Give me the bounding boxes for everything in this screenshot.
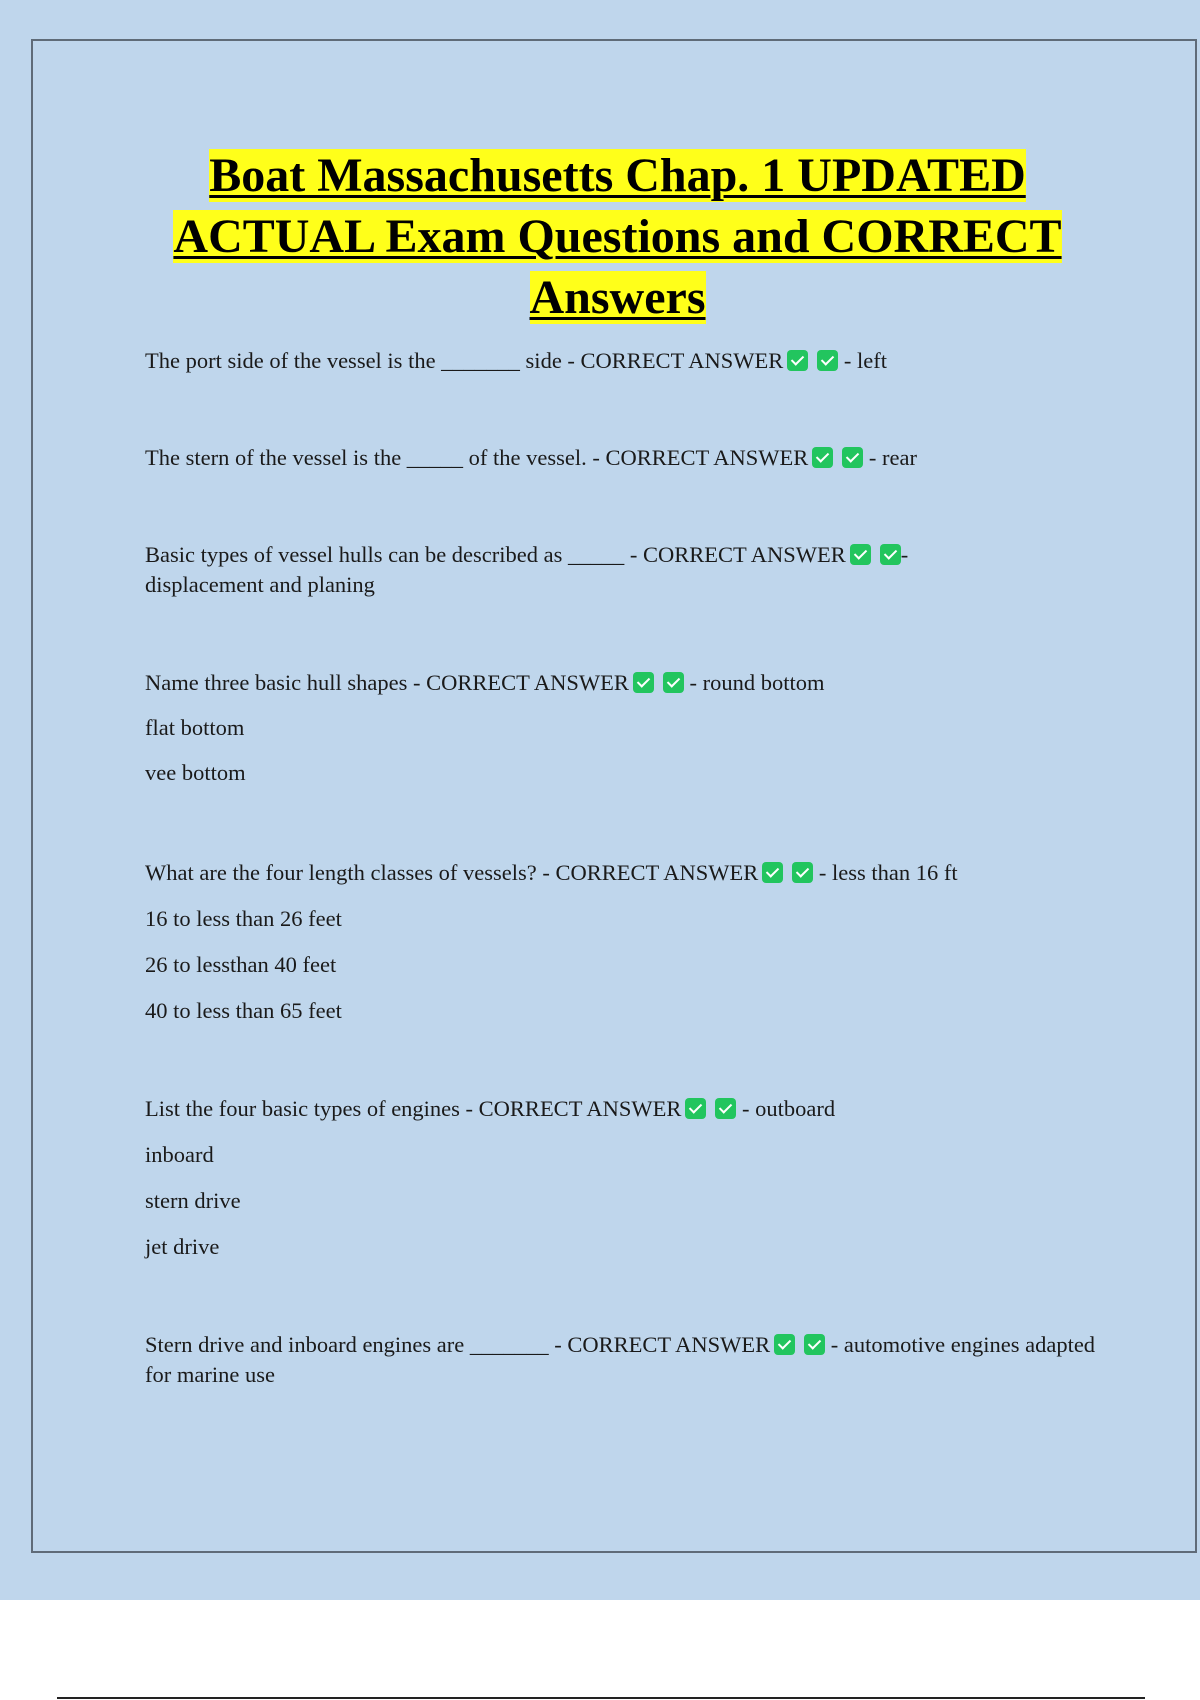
check-icon	[663, 672, 684, 693]
answer-text: - round bottom	[689, 670, 825, 695]
answer-extra-line: jet drive	[145, 1234, 220, 1259]
answer-extra-line: stern drive	[145, 1188, 241, 1213]
question-text: What are the four length classes of vessels? -	[145, 860, 550, 885]
answer-text: - rear	[868, 445, 917, 470]
question-line	[145, 540, 985, 600]
answer-extra-line: 16 to less than 26 feet	[145, 906, 342, 931]
check-icon	[812, 447, 833, 468]
check-icon	[817, 350, 838, 371]
answer-text: - less than 16 ft	[818, 860, 958, 885]
qa-item-1	[145, 346, 1105, 376]
answer-marker: CORRECT ANSWER	[426, 670, 629, 695]
title-line-3: Answers	[529, 271, 706, 324]
answer-marker: CORRECT ANSWER	[567, 1332, 771, 1357]
qa-item-3	[145, 540, 985, 600]
qa-item-4	[145, 668, 1105, 788]
answer-text: - automotive engines adapted for marine use	[145, 1332, 1096, 1387]
check-icon	[774, 1334, 795, 1355]
answer-text: - outboard	[742, 1096, 836, 1121]
answer-extra-line: inboard	[145, 1142, 214, 1167]
answer-extra-line: 26 to lessthan 40 feet	[145, 952, 337, 977]
question-line	[145, 346, 1105, 376]
check-icon	[804, 1334, 825, 1355]
check-icon	[842, 447, 863, 468]
question-line	[145, 1094, 1105, 1124]
question-text: The stern of the vessel is the _____ of the vessel. -	[145, 445, 600, 470]
qa-item-2	[145, 443, 1105, 473]
answer-extra-line: 40 to less than 65 feet	[145, 998, 342, 1023]
question-line	[145, 1330, 1100, 1390]
check-icon	[762, 862, 783, 883]
qa-item-5	[145, 858, 1105, 1026]
check-icon	[850, 544, 871, 565]
check-icon	[792, 862, 813, 883]
answer-marker: CORRECT ANSWER	[643, 542, 846, 567]
footer-divider	[57, 1697, 1145, 1699]
question-text: Stern drive and inboard engines are _______ -	[145, 1332, 562, 1357]
answer-marker: CORRECT ANSWER	[478, 1096, 682, 1121]
qa-item-7	[145, 1330, 1100, 1390]
answer-text: - left	[843, 348, 888, 373]
answer-text: - displacement and planing	[145, 542, 909, 597]
page-title	[110, 145, 1125, 328]
answer-marker: CORRECT ANSWER	[555, 860, 759, 885]
question-text: Basic types of vessel hulls can be described as _____ -	[145, 542, 638, 567]
title-block	[110, 145, 1125, 328]
qa-item-6	[145, 1094, 1105, 1262]
answer-extra-line: vee bottom	[145, 760, 246, 785]
check-icon	[633, 672, 654, 693]
question-text: Name three basic hull shapes -	[145, 670, 421, 695]
question-line	[145, 443, 1105, 473]
question-text: List the four basic types of engines -	[145, 1096, 474, 1121]
title-line-1: Boat Massachusetts Chap. 1 UPDATED	[209, 149, 1026, 202]
question-text: The port side of the vessel is the _______ side -	[145, 348, 575, 373]
check-icon	[880, 544, 901, 565]
answer-marker: CORRECT ANSWER	[605, 445, 809, 470]
answer-marker: CORRECT ANSWER	[580, 348, 784, 373]
answer-extra-line: flat bottom	[145, 715, 245, 740]
check-icon	[685, 1098, 706, 1119]
title-line-2: ACTUAL Exam Questions and CORRECT	[173, 210, 1062, 263]
question-line	[145, 858, 1105, 888]
check-icon	[715, 1098, 736, 1119]
question-line	[145, 668, 1105, 698]
check-icon	[787, 350, 808, 371]
